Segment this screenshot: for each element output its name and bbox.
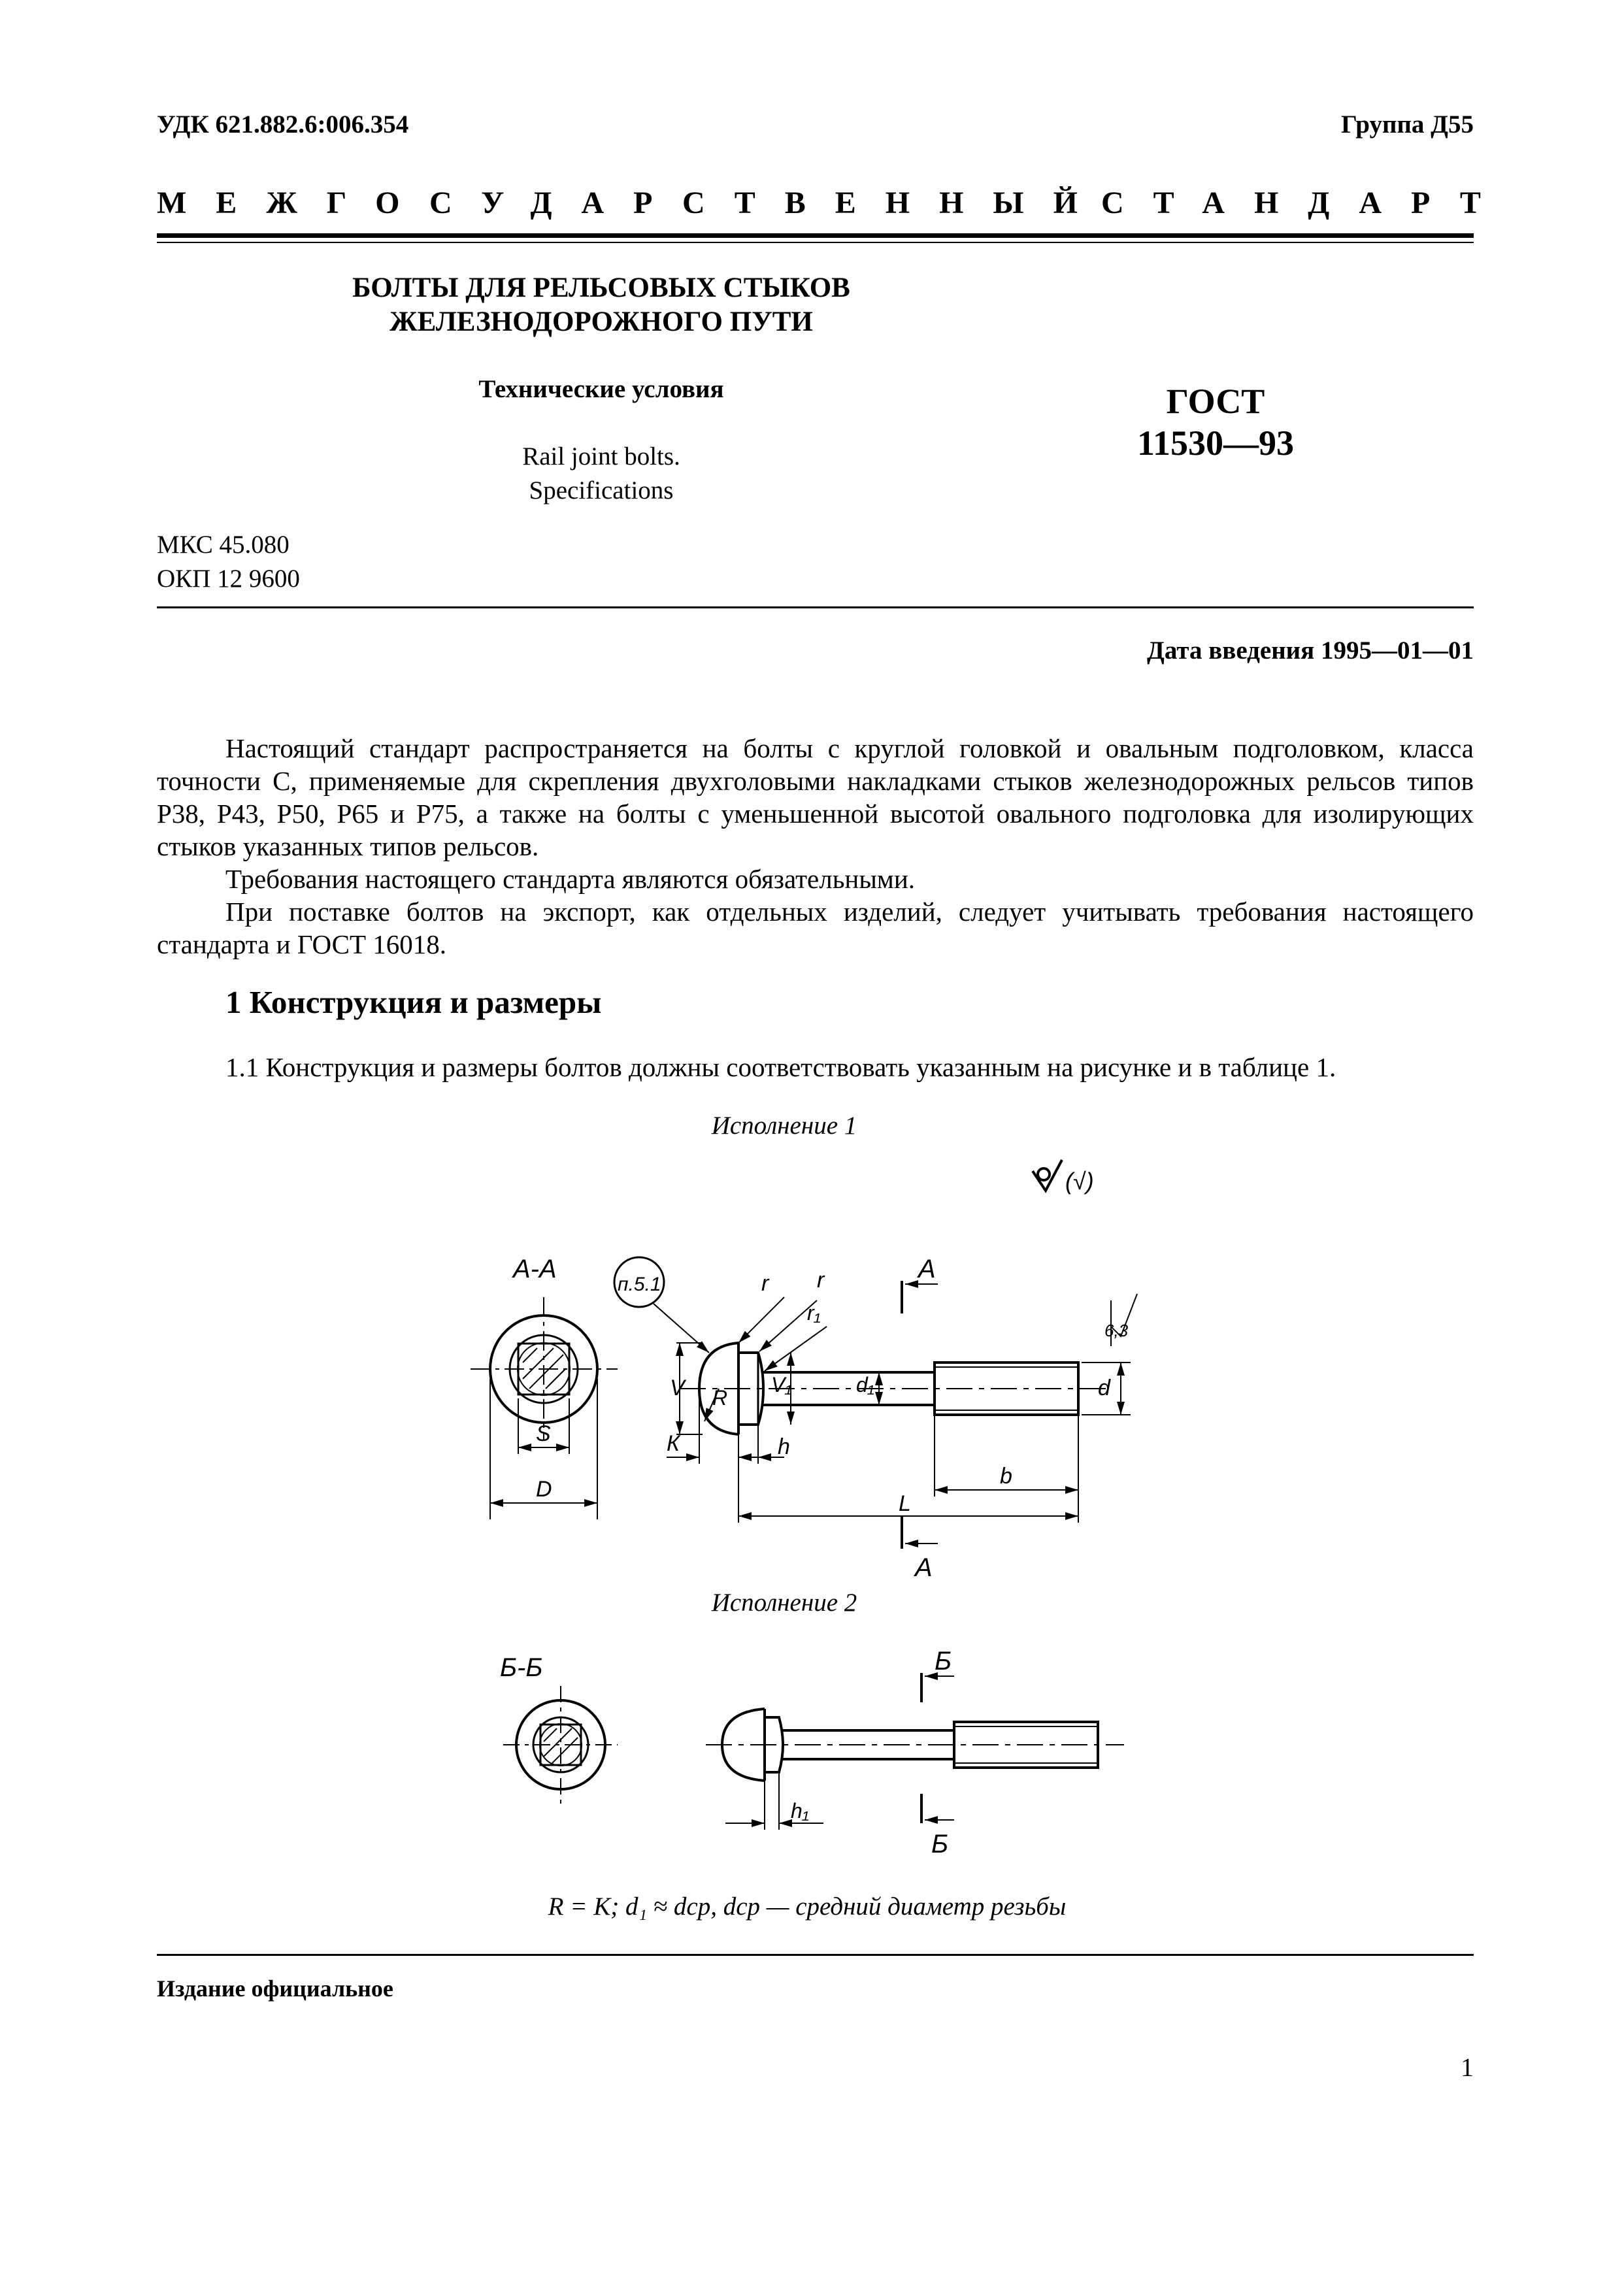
footer-rule (157, 1954, 1474, 1956)
group-code: Группа Д55 (1340, 110, 1474, 139)
bolt-variant-1 (614, 1257, 1137, 1549)
introduction-date: Дата введения 1995—01—01 (1147, 636, 1474, 665)
section-aa-label: А-А (513, 1255, 557, 1283)
roughness-note: (√) (1065, 1168, 1094, 1195)
dim-b-label: b (1000, 1464, 1012, 1489)
dim-d-label: d (1098, 1376, 1110, 1400)
gost-code: 11530—93 (1136, 423, 1295, 463)
dim-k-label: К (667, 1431, 680, 1456)
page-number: 1 (1461, 2053, 1474, 2082)
banner-interstate: МЕЖГОСУДАРСТВЕННЫЙ (157, 186, 1107, 220)
mks-code: МКС 45.080 (157, 531, 290, 559)
paragraph-scope: Настоящий стандарт распространяется на болты с круглой головкой и овальным подголовком, класса точности С, применяемые для скрепления двухголовыми накладками стыков железнодорожных рельсов типов Р38, Р43, Р50, Р65 и Р75, а также на болты с уменьшенной высотой овального подголовка для изолирующих стыков указанных типов рельсов. (157, 733, 1474, 861)
roughness-value: 6,3 (1104, 1321, 1129, 1340)
section-heading: 1 Конструкция и размеры (225, 984, 602, 1020)
radius-r-label-1: r (761, 1271, 769, 1296)
udk-code: УДК 621.882.6:006.354 (157, 110, 409, 139)
document-subtitle: Технические условия (478, 375, 724, 403)
dim-r-label: R (712, 1386, 728, 1410)
figure-formula: R = К; d₁ ≈ dср, dср — средний диаметр резьбы (548, 1892, 1067, 1921)
paragraph-1-1: 1.1 Конструкция и размеры болтов должны соответствовать указанным на рисунке и в таблице 1. (225, 1052, 1336, 1082)
dim-h1-label: h₁ (791, 1799, 809, 1823)
english-title-line-2: Specifications (529, 476, 674, 504)
roughness-general-symbol (1033, 1160, 1062, 1191)
section-mark-b-bottom: Б (931, 1830, 949, 1858)
english-title-line-1: Rail joint bolts. (522, 442, 680, 471)
bolt-variant-2 (706, 1673, 1124, 1830)
radius-r1-label: r₁ (807, 1301, 821, 1325)
section-mark-a-top: А (918, 1255, 936, 1283)
dim-d-head-label: D (536, 1477, 552, 1502)
dim-s-label: S (536, 1421, 551, 1446)
section-mark-a-bottom: А (915, 1553, 933, 1582)
paragraph-export: При поставке болтов на экспорт, как отдельных изделий, следует учитывать требования настоящего стандарта и ГОСТ 16018. (157, 897, 1474, 959)
figure-caption-variant-2: Исполнение 2 (711, 1589, 857, 1617)
title-line-2: ЖЕЛЕЗНОДОРОЖНОГО ПУТИ (389, 306, 813, 337)
gost-label: ГОСТ (1166, 382, 1265, 421)
note-reference: п.5.1 (618, 1274, 661, 1295)
okp-code: ОКП 12 9600 (157, 565, 300, 593)
dim-l-label: L (899, 1491, 911, 1516)
section-bb-view (503, 1686, 618, 1804)
banner-standard: СТАНДАРТ (1101, 186, 1510, 220)
figure-caption-variant-1: Исполнение 1 (711, 1112, 857, 1140)
dim-h-label: h (778, 1434, 790, 1459)
dim-v1-label: V₁ (771, 1373, 792, 1396)
dim-d1-label: d₁ (856, 1373, 874, 1396)
edition-label: Издание официальное (157, 1975, 393, 2002)
paragraph-mandatory: Требования настоящего стандарта являются обязательными. (225, 864, 916, 894)
title-line-1: БОЛТЫ ДЛЯ РЕЛЬСОВЫХ СТЫКОВ (352, 272, 850, 303)
section-bb-label: Б-Б (500, 1653, 543, 1682)
dim-v-label: V (670, 1376, 685, 1400)
section-mark-b-top: Б (935, 1647, 952, 1676)
radius-r-label-2: r (817, 1268, 825, 1293)
